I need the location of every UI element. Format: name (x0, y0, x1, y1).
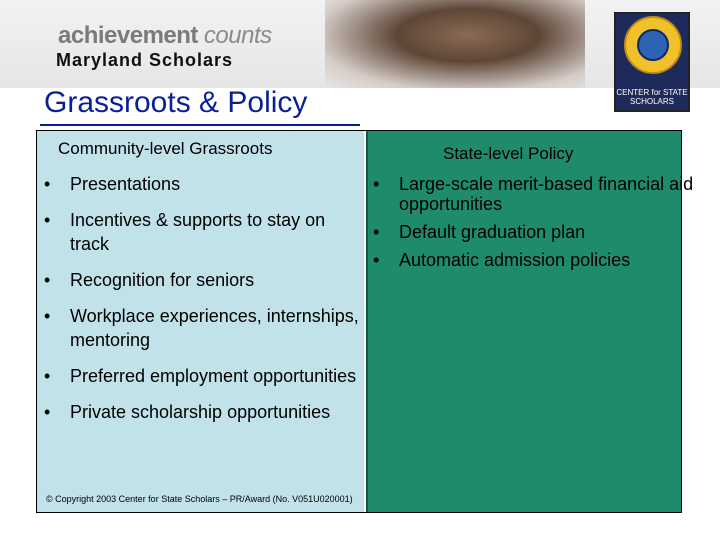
brand-counts: counts (203, 22, 272, 49)
program-name: Maryland Scholars (56, 50, 234, 70)
grassroots-list (37, 172, 360, 436)
slide-title: Grassroots & Policy (44, 86, 308, 119)
list-item: • Private scholarship opportunities (37, 400, 360, 424)
list-item: • Automatic admission policies (366, 250, 709, 270)
brand-achievement: achievement (58, 22, 198, 49)
right-column-heading: State-level Policy (443, 144, 574, 163)
policy-list (366, 174, 709, 278)
globe-icon (637, 29, 669, 61)
title-underline (40, 124, 360, 126)
list-item: • Large-scale merit-based financial aid opportunities (366, 174, 709, 214)
copyright-notice: © Copyright 2003 Center for State Scholars – PR/Award (No. V051U020001) (46, 494, 353, 504)
list-item: • Workplace experiences, internships, mentoring (37, 304, 360, 352)
list-item: • Incentives & supports to stay on track (37, 208, 360, 256)
brand-logo-text (58, 22, 272, 50)
student-photo (325, 0, 585, 88)
list-item: • Default graduation plan (366, 222, 709, 242)
seal-org-name: CENTER for STATE SCHOLARS (616, 88, 688, 106)
list-item: • Preferred employment opportunities (37, 364, 360, 388)
list-item: • Presentations (37, 172, 360, 196)
left-column-heading: Community-level Grassroots (58, 139, 273, 158)
list-item: • Recognition for seniors (37, 268, 360, 292)
